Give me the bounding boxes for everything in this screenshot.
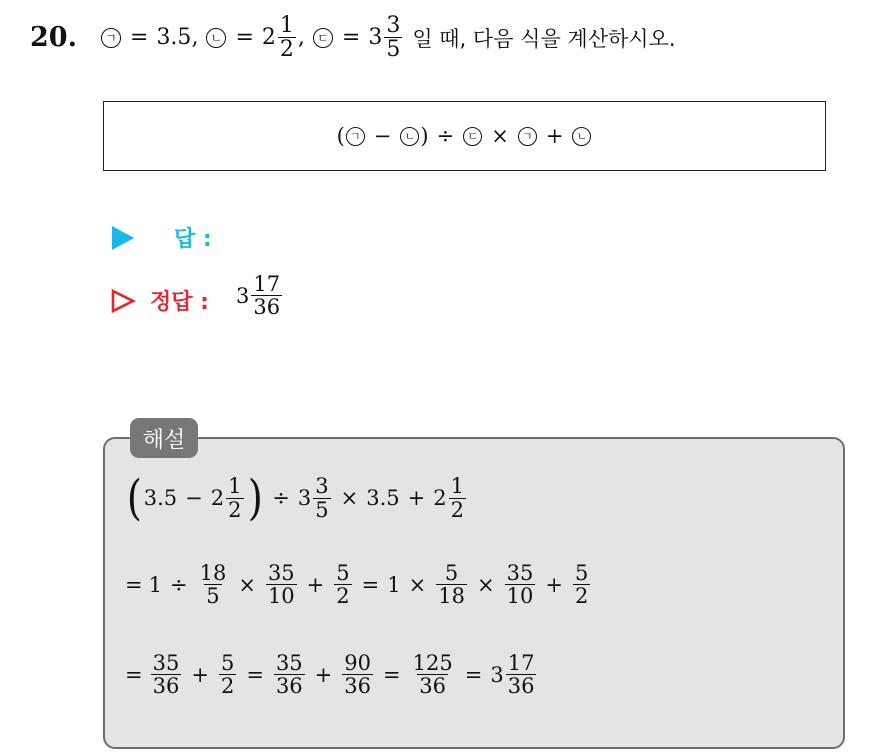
answer-label: 답 :	[174, 227, 212, 252]
equals-sign: =	[130, 25, 149, 51]
question-instruction: 일 때, 다음 식을 계산하시오.	[412, 26, 676, 51]
equals-sign: =	[235, 25, 254, 51]
expression-box: ( ㄱ − ㄴ ) ÷ ㄷ × ㄱ + ㄴ	[103, 101, 826, 171]
circled-nieun: ㄴ	[400, 127, 419, 146]
solution-value: 3 $\frac{17}{36}$	[236, 272, 281, 320]
answer-triangle-icon	[112, 226, 134, 250]
solution-triangle-outline-icon	[110, 288, 136, 314]
explanation-line-3: = $\frac{35}{36}$ + $\frac{5}{2}$ = $\frac{35}{36}$ + $\frac{90}{36}$ = $\frac{125}{36}$ = 3 $\frac{17}{36}$	[125, 651, 535, 699]
explanation-tag: 해설	[130, 418, 198, 458]
circled-digeut: ㄷ	[313, 28, 333, 48]
circled-digeut: ㄷ	[463, 127, 482, 146]
question-number: 20.	[30, 22, 77, 53]
a-value: 3.5	[156, 25, 192, 51]
equals-sign: =	[341, 25, 361, 51]
question-statement: ㄱ = 3.5 , ㄴ = 2 $\frac{1}{2}$ , ㄷ = 3 $\frac{3}{5}$ 일 때, 다음 식을 계산하시오.	[100, 14, 676, 61]
c-value: 3 $\frac{3}{5}$	[368, 13, 401, 63]
circled-giyeok: ㄱ	[101, 28, 121, 48]
explanation-line-2: = 1 ÷ $\frac{18}{5}$ × $\frac{35}{10}$ + $\frac{5}{2}$ = 1 × $\frac{5}{18}$ × $\frac{35}{10}$ + $\frac{5}{2}$	[125, 561, 589, 609]
explanation-line-1: ( 3.5 − 2 $\frac{1}{2}$ ) ÷ 3 $\frac{3}{5}$ × 3.5 + 2 $\frac{1}{2}$	[126, 470, 464, 526]
b-value: 2 $\frac{1}{2}$	[261, 13, 294, 63]
circled-giyeok: ㄱ	[518, 127, 537, 146]
circled-giyeok: ㄱ	[346, 127, 365, 146]
solution-label: 정답 :	[150, 290, 209, 315]
circled-nieun: ㄴ	[206, 28, 226, 48]
circled-nieun: ㄴ	[572, 127, 591, 146]
